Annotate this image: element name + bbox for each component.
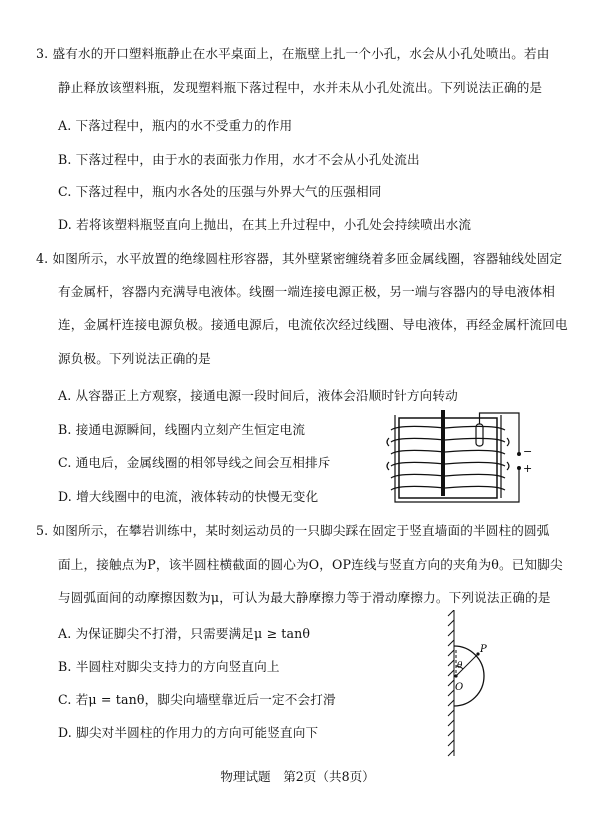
q4-option-c: C. 通电后，金属线圈的相邻导线之间会互相排斥: [58, 455, 331, 470]
q4-stem-line4: 源负极。下列说法正确的是: [58, 351, 211, 366]
q5-label-theta: θ: [457, 661, 463, 671]
q5-label-o: O: [455, 682, 464, 693]
q3-stem-line1: 3. 盛有水的开口塑料瓶静止在水平桌面上，在瓶壁上扎一个小孔，水会从小孔处喷出。若由: [36, 46, 550, 61]
q3-stem-line2: 静止释放该塑料瓶，发现塑料瓶下落过程中，水并未从小孔处流出。下列说法正确的是: [58, 80, 543, 95]
q5-label-p: P: [480, 644, 487, 655]
q3-option-c: C. 下落过程中，瓶内水各处的压强与外界大气的压强相同: [58, 184, 382, 199]
q4-option-d: D. 增大线圈中的电流，液体转动的快慢无变化: [58, 489, 319, 504]
q5-figure-wall-half-cylinder: [440, 610, 520, 758]
q3-option-a: A. 下落过程中，瓶内的水不受重力的作用: [58, 118, 293, 133]
q4-option-a: A. 从容器正上方观察，接通电源一段时间后，液体会沿顺时针方向转动: [58, 388, 458, 403]
q5-option-b: B. 半圆柱对脚尖支持力的方向竖直向上: [58, 659, 280, 674]
q4-figure-coil-container: [385, 410, 535, 515]
q4-stem-line3: 连，金属杆连接电源负极。接通电源后，电流依次经过线圈、导电液体，再经金属杆流回电: [58, 317, 568, 332]
q4-stem-line2: 有金属杆，容器内充满导电液体。线圈一端连接电源正极，另一端与容器内的导电液体相: [58, 284, 556, 299]
q5-stem-line3: 与圆弧面间的动摩擦因数为μ，可认为最大静摩擦力等于滑动摩擦力。下列说法正确的是: [58, 590, 551, 605]
q3-option-d: D. 若将该塑料瓶竖直向上抛出，在其上升过程中，小孔处会持续喷出水流: [58, 217, 472, 232]
q5-stem-line1: 5. 如图所示，在攀岩训练中，某时刻运动员的一只脚尖踩在固定于竖直墙面的半圆柱的圆弧: [36, 523, 550, 538]
q3-option-b: B. 下落过程中，由于水的表面张力作用，水才不会从小孔处流出: [58, 152, 420, 167]
q4-stem-line1: 4. 如图所示，水平放置的绝缘圆柱形容器，其外壁紧密缠绕着多匝金属线圈，容器轴线处固定: [36, 251, 563, 266]
q5-option-d: D. 脚尖对半圆柱的作用力的方向可能竖直向下: [58, 725, 319, 740]
page-footer: 物理试题 第2页（共8页）: [220, 769, 375, 784]
q4-minus-label: −: [523, 445, 533, 458]
q5-option-c: C. 若μ = tanθ，脚尖向墙壁靠近后一定不会打滑: [58, 692, 336, 707]
q5-stem-line2: 面上，接触点为P，该半圆柱横截面的圆心为O，OP连线与竖直方向的夹角为θ。已知脚尖: [58, 557, 563, 572]
q5-option-a: A. 为保证脚尖不打滑，只需要满足μ ≥ tanθ: [58, 626, 311, 641]
q4-plus-label: +: [523, 462, 533, 475]
q4-option-b: B. 接通电源瞬间，线圈内立刻产生恒定电流: [58, 422, 306, 437]
